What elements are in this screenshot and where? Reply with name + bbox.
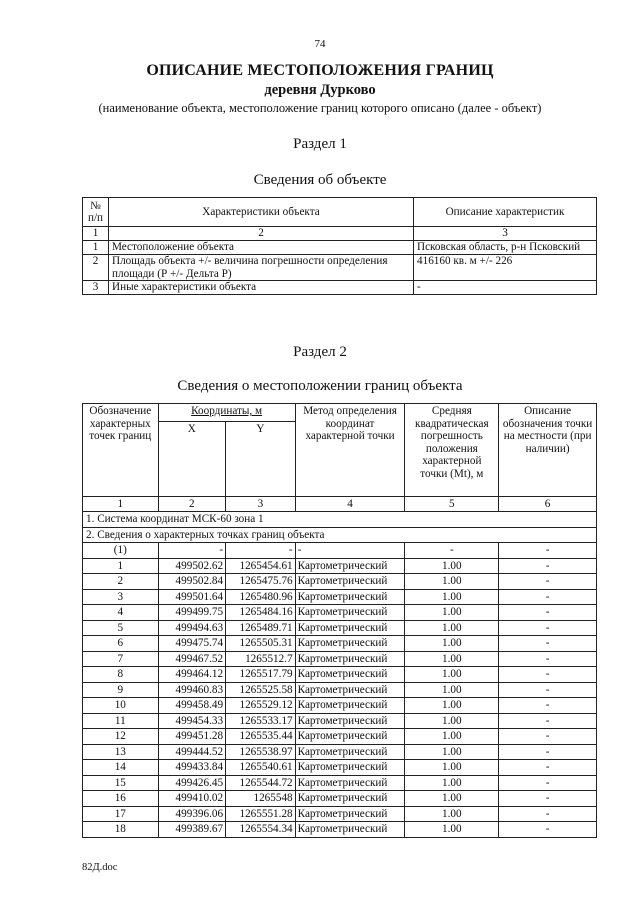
system-row xyxy=(83,512,597,528)
mt-error: 1.00 xyxy=(405,605,499,621)
point-label: 16 xyxy=(83,791,159,807)
point-label: 14 xyxy=(83,760,159,776)
header-coords: Координаты, м xyxy=(158,404,295,422)
colnum-2: 2 xyxy=(109,227,414,241)
coordinate-system: 1. Система координат МСК-60 зона 1 xyxy=(83,512,597,528)
x-coordinate: 499475.74 xyxy=(158,636,226,652)
method: Картометрический xyxy=(295,775,405,791)
object-info-table xyxy=(82,197,597,295)
boundary-point-row xyxy=(83,698,597,714)
colnum-5: 5 xyxy=(405,496,499,512)
x-coordinate: 499454.33 xyxy=(158,713,226,729)
point-label: 18 xyxy=(83,822,159,838)
mt-error: 1.00 xyxy=(405,775,499,791)
page-number: 74 xyxy=(314,38,326,50)
x-coordinate: 499502.84 xyxy=(158,574,226,590)
row-characteristic: Местоположение объекта xyxy=(109,241,414,255)
point-description: - xyxy=(499,574,597,590)
header-description: Описание характеристик xyxy=(414,198,597,227)
row-no: 1 xyxy=(83,241,109,255)
boundary-point-row xyxy=(83,791,597,807)
point-description: - xyxy=(499,744,597,760)
boundary-points-table xyxy=(82,403,597,838)
points-table-colnum-row xyxy=(83,496,597,512)
boundary-point-row xyxy=(83,682,597,698)
boundary-point-row xyxy=(83,574,597,590)
point-description: - xyxy=(499,760,597,776)
document-note: (наименование объекта, местоположение границ которого описано (далее - объект) xyxy=(98,101,542,115)
mt-error: 1.00 xyxy=(405,791,499,807)
header-point: Обозначение характерных точек границ xyxy=(83,404,159,497)
point-label: 7 xyxy=(83,651,159,667)
y-coordinate: 1265548 xyxy=(226,791,296,807)
point-description: - xyxy=(499,682,597,698)
mt-error: 1.00 xyxy=(405,760,499,776)
boundary-point-row xyxy=(83,744,597,760)
point-label: (1) xyxy=(83,543,159,559)
row-characteristic: Иные характеристики объекта xyxy=(109,281,414,295)
section1-title: Раздел 1 xyxy=(293,136,347,152)
x-coordinate: 499389.67 xyxy=(158,822,226,838)
x-coordinate: 499501.64 xyxy=(158,589,226,605)
x-coordinate: - xyxy=(158,543,226,559)
method: Картометрический xyxy=(295,698,405,714)
mt-error: 1.00 xyxy=(405,636,499,652)
y-coordinate: 1265551.28 xyxy=(226,806,296,822)
header-mt: Средняя квадратическая погрешность положения характерной точки (Mt), м xyxy=(405,404,499,497)
point-description: - xyxy=(499,589,597,605)
document-subtitle: деревня Дурково xyxy=(264,82,376,98)
method: Картометрический xyxy=(295,667,405,683)
boundary-point-row xyxy=(83,667,597,683)
object-table-row xyxy=(83,255,597,281)
y-coordinate: 1265533.17 xyxy=(226,713,296,729)
x-coordinate: 499433.84 xyxy=(158,760,226,776)
mt-error: 1.00 xyxy=(405,729,499,745)
mt-error: 1.00 xyxy=(405,589,499,605)
y-coordinate: 1265454.61 xyxy=(226,558,296,574)
boundary-point-row xyxy=(83,713,597,729)
point-description: - xyxy=(499,729,597,745)
point-description: - xyxy=(499,775,597,791)
mt-error: 1.00 xyxy=(405,713,499,729)
point-description: - xyxy=(499,620,597,636)
mt-error: 1.00 xyxy=(405,698,499,714)
x-coordinate: 499444.52 xyxy=(158,744,226,760)
x-coordinate: 499502.62 xyxy=(158,558,226,574)
y-coordinate: 1265535.44 xyxy=(226,729,296,745)
method: Картометрический xyxy=(295,620,405,636)
boundary-point-row xyxy=(83,589,597,605)
boundary-point-row xyxy=(83,806,597,822)
mt-error: 1.00 xyxy=(405,558,499,574)
object-table-row xyxy=(83,281,597,295)
x-coordinate: 499494.63 xyxy=(158,620,226,636)
y-coordinate: 1265505.31 xyxy=(226,636,296,652)
mt-error: 1.00 xyxy=(405,667,499,683)
y-coordinate: 1265540.61 xyxy=(226,760,296,776)
colnum-1: 1 xyxy=(83,496,159,512)
y-coordinate: 1265538.97 xyxy=(226,744,296,760)
point-description: - xyxy=(499,667,597,683)
points-caption-row xyxy=(83,527,597,543)
colnum-4: 4 xyxy=(295,496,405,512)
y-coordinate: 1265554.34 xyxy=(226,822,296,838)
row-no: 2 xyxy=(83,255,109,281)
method: Картометрический xyxy=(295,744,405,760)
method: Картометрический xyxy=(295,806,405,822)
point-description: - xyxy=(499,543,597,559)
point-description: - xyxy=(499,651,597,667)
boundary-point-row xyxy=(83,651,597,667)
x-coordinate: 499410.02 xyxy=(158,791,226,807)
point-label: 13 xyxy=(83,744,159,760)
point-description: - xyxy=(499,698,597,714)
point-label: 2 xyxy=(83,574,159,590)
method: Картометрический xyxy=(295,791,405,807)
header-method: Метод определения координат характерной точки xyxy=(295,404,405,497)
point-label: 3 xyxy=(83,589,159,605)
y-coordinate: 1265517.79 xyxy=(226,667,296,683)
mt-error: 1.00 xyxy=(405,620,499,636)
colnum-3: 3 xyxy=(414,227,597,241)
boundary-point-row xyxy=(83,543,597,559)
document-title: ОПИСАНИЕ МЕСТОПОЛОЖЕНИЯ ГРАНИЦ xyxy=(146,62,494,79)
header-y: Y xyxy=(226,421,296,496)
point-label: 11 xyxy=(83,713,159,729)
point-label: 4 xyxy=(83,605,159,621)
x-coordinate: 499458.49 xyxy=(158,698,226,714)
section2-title: Раздел 2 xyxy=(293,344,347,360)
section2-heading: Сведения о местоположении границ объекта xyxy=(177,378,463,394)
object-table-colnum-row xyxy=(83,227,597,241)
y-coordinate: 1265512.7 xyxy=(226,651,296,667)
colnum-1: 1 xyxy=(83,227,109,241)
point-description: - xyxy=(499,558,597,574)
x-coordinate: 499451.28 xyxy=(158,729,226,745)
mt-error: 1.00 xyxy=(405,574,499,590)
point-description: - xyxy=(499,822,597,838)
row-description: Псковская область, р-н Псковский xyxy=(414,241,597,255)
x-coordinate: 499499.75 xyxy=(158,605,226,621)
point-label: 17 xyxy=(83,806,159,822)
point-description: - xyxy=(499,605,597,621)
mt-error: 1.00 xyxy=(405,744,499,760)
point-label: 5 xyxy=(83,620,159,636)
colnum-2: 2 xyxy=(158,496,226,512)
point-description: - xyxy=(499,713,597,729)
point-label: 15 xyxy=(83,775,159,791)
point-label: 1 xyxy=(83,558,159,574)
y-coordinate: 1265544.72 xyxy=(226,775,296,791)
method: Картометрический xyxy=(295,574,405,590)
boundary-point-row xyxy=(83,605,597,621)
row-description: - xyxy=(414,281,597,295)
point-label: 12 xyxy=(83,729,159,745)
row-no: 3 xyxy=(83,281,109,295)
x-coordinate: 499464.12 xyxy=(158,667,226,683)
header-x: X xyxy=(158,421,226,496)
footer-filename: 82Д.doc xyxy=(82,862,118,873)
header-desc: Описание обозначения точки на местности (при наличии) xyxy=(499,404,597,497)
header-characteristic: Характеристики объекта xyxy=(109,198,414,227)
method: Картометрический xyxy=(295,760,405,776)
points-table-header-row xyxy=(83,404,597,422)
method: Картометрический xyxy=(295,729,405,745)
boundary-point-row xyxy=(83,760,597,776)
point-label: 8 xyxy=(83,667,159,683)
method: Картометрический xyxy=(295,558,405,574)
y-coordinate: 1265475.76 xyxy=(226,574,296,590)
x-coordinate: 499467.52 xyxy=(158,651,226,667)
x-coordinate: 499426.45 xyxy=(158,775,226,791)
method: Картометрический xyxy=(295,713,405,729)
point-description: - xyxy=(499,806,597,822)
method: Картометрический xyxy=(295,605,405,621)
point-label: 9 xyxy=(83,682,159,698)
section1-heading: Сведения об объекте xyxy=(253,172,387,188)
boundary-point-row xyxy=(83,729,597,745)
boundary-point-row xyxy=(83,636,597,652)
mt-error: 1.00 xyxy=(405,651,499,667)
point-description: - xyxy=(499,791,597,807)
x-coordinate: 499460.83 xyxy=(158,682,226,698)
y-coordinate: 1265489.71 xyxy=(226,620,296,636)
method: Картометрический xyxy=(295,589,405,605)
boundary-point-row xyxy=(83,822,597,838)
x-coordinate: 499396.06 xyxy=(158,806,226,822)
point-label: 6 xyxy=(83,636,159,652)
mt-error: 1.00 xyxy=(405,682,499,698)
point-description: - xyxy=(499,636,597,652)
method: - xyxy=(295,543,405,559)
boundary-point-row xyxy=(83,558,597,574)
method: Картометрический xyxy=(295,636,405,652)
colnum-3: 3 xyxy=(226,496,296,512)
boundary-point-row xyxy=(83,620,597,636)
mt-error: - xyxy=(405,543,499,559)
y-coordinate: - xyxy=(226,543,296,559)
y-coordinate: 1265484.16 xyxy=(226,605,296,621)
method: Картометрический xyxy=(295,822,405,838)
row-description: 416160 кв. м +/- 226 xyxy=(414,255,597,281)
boundary-point-row xyxy=(83,775,597,791)
y-coordinate: 1265525.58 xyxy=(226,682,296,698)
mt-error: 1.00 xyxy=(405,822,499,838)
header-no: № п/п xyxy=(83,198,109,227)
colnum-6: 6 xyxy=(499,496,597,512)
y-coordinate: 1265480.96 xyxy=(226,589,296,605)
y-coordinate: 1265529.12 xyxy=(226,698,296,714)
row-characteristic: Площадь объекта +/- величина погрешности определения площади (Р +/- Дельта Р) xyxy=(109,255,414,281)
object-table-row xyxy=(83,241,597,255)
method: Картометрический xyxy=(295,651,405,667)
mt-error: 1.00 xyxy=(405,806,499,822)
object-table-header-row xyxy=(83,198,597,227)
point-label: 10 xyxy=(83,698,159,714)
points-caption: 2. Сведения о характерных точках границ объекта xyxy=(83,527,597,543)
method: Картометрический xyxy=(295,682,405,698)
